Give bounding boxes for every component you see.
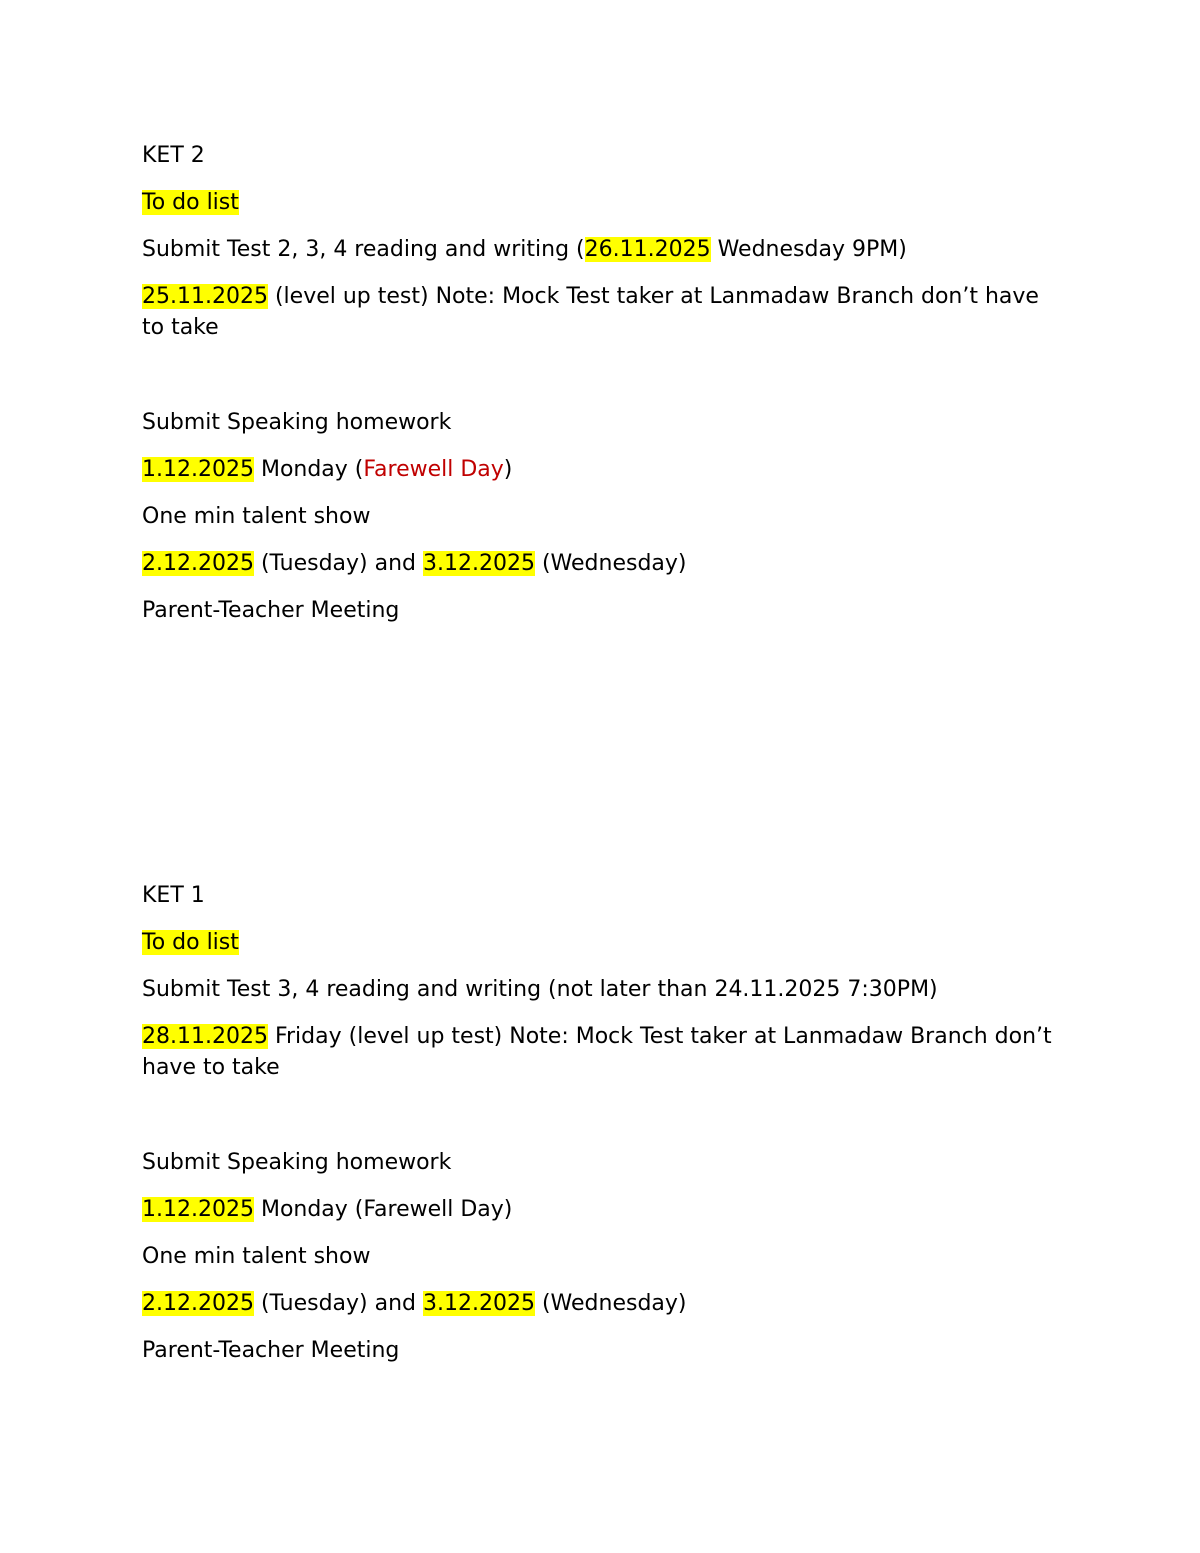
todo-label: To do list [142,930,239,955]
todo-label-line [142,187,1062,218]
ptm-date-1: 2.12.2025 [142,551,254,576]
level-up-line [142,281,1052,343]
farewell-date: 1.12.2025 [142,457,254,482]
blank-line [142,359,1062,407]
speaking-homework: Submit Speaking homework [142,410,452,435]
section-heading: KET 2 [142,143,205,168]
ptm-dates-mid: (Tuesday) and [253,1291,424,1316]
ptm-dates-line [142,1288,1062,1319]
farewell-event: Farewell Day [363,457,504,482]
farewell-line [142,454,1062,485]
farewell-prefix: Monday ( [253,457,364,482]
section-heading: KET 1 [142,883,205,908]
parent-teacher-meeting: Parent-Teacher Meeting [142,598,400,623]
talent-show: One min talent show [142,1244,371,1269]
ptm-date-1: 2.12.2025 [142,1291,254,1316]
section-ket-1 [142,880,1062,1382]
submit-test-suffix: Wednesday 9PM) [710,237,907,262]
ptm-dates-line [142,548,1062,579]
level-up-date: 28.11.2025 [142,1024,268,1049]
todo-label-line [142,927,1062,958]
speaking-homework: Submit Speaking homework [142,1150,452,1175]
submit-test-prefix: Submit Test 2, 3, 4 reading and writing ( [142,237,585,262]
todo-label: To do list [142,190,239,215]
ptm-date-2: 3.12.2025 [423,551,535,576]
parent-teacher-meeting: Parent-Teacher Meeting [142,1338,400,1363]
farewell-line [142,1194,1062,1225]
submit-test-line: Submit Test 3, 4 reading and writing (not later than 24.11.2025 7:30PM) [142,977,938,1002]
farewell-suffix: ) [503,457,513,482]
ptm-dates-suffix: (Wednesday) [534,551,687,576]
section-ket-2 [142,140,1062,642]
level-up-date: 25.11.2025 [142,284,268,309]
ptm-dates-mid: (Tuesday) and [253,551,424,576]
blank-line [142,1099,1062,1147]
level-up-line [142,1021,1052,1083]
farewell-text: Monday (Farewell Day) [253,1197,513,1222]
ptm-date-2: 3.12.2025 [423,1291,535,1316]
talent-show: One min talent show [142,504,371,529]
level-up-text: Friday (level up test) Note: Mock Test taker at Lanmadaw Branch don’t have to take [142,1024,1052,1080]
farewell-date: 1.12.2025 [142,1197,254,1222]
level-up-text: (level up test) Note: Mock Test taker at Lanmadaw Branch don’t have to take [142,284,1039,340]
submit-test-date: 26.11.2025 [584,237,711,262]
ptm-dates-suffix: (Wednesday) [534,1291,687,1316]
submit-test-line [142,234,1062,265]
